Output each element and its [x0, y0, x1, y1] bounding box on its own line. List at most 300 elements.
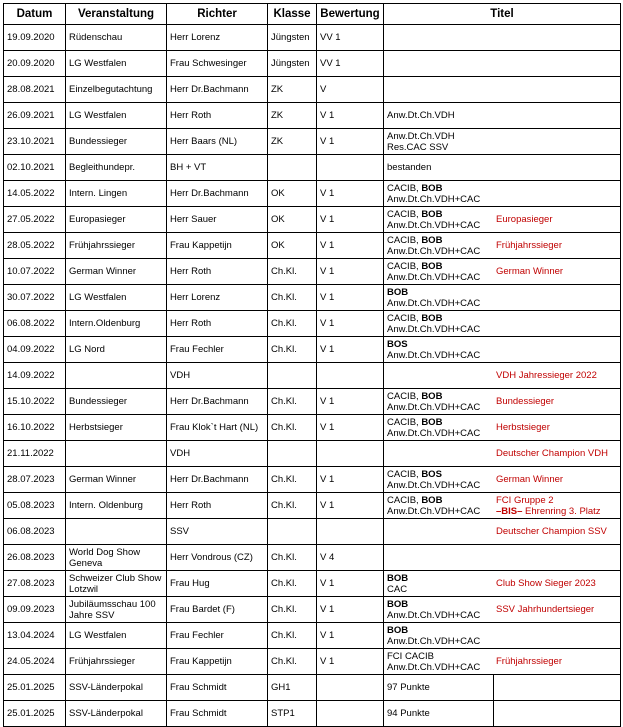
titel-text: CACIB, [387, 260, 422, 272]
cell-titel [384, 363, 621, 389]
table-row [4, 311, 621, 337]
cell-bewertung: VV 1 [317, 51, 384, 77]
cell-richter: Frau Fechler [167, 623, 268, 649]
cell-richter: Frau Kappetijn [167, 649, 268, 675]
cell-datum: 30.07.2022 [4, 285, 66, 311]
titel-award: BOB [387, 598, 409, 610]
cell-bewertung: V 1 [317, 597, 384, 623]
titel-award: BOS [421, 468, 442, 480]
cell-bewertung [317, 675, 384, 701]
titel-main [384, 391, 493, 413]
titel-extra [493, 240, 620, 251]
cell-titel [384, 415, 621, 441]
titel-line-1 [387, 313, 493, 324]
table-row [4, 207, 621, 233]
cell-veranstaltung: LG Westfalen [66, 623, 167, 649]
titel-line-1 [387, 625, 493, 636]
cell-titel [384, 259, 621, 285]
titel-honor: Deutscher Champion VDH [496, 448, 608, 459]
table-row [4, 103, 621, 129]
cell-klasse: GH1 [268, 675, 317, 701]
cell-veranstaltung [66, 441, 167, 467]
cell-titel [384, 155, 621, 181]
table-row [4, 545, 621, 571]
cell-klasse: Jüngsten [268, 25, 317, 51]
titel-line-1 [387, 682, 430, 693]
titel-main [384, 287, 493, 309]
cell-bewertung [317, 363, 384, 389]
cell-richter: Frau Hug [167, 571, 268, 597]
cell-titel [384, 571, 621, 597]
titel-main [384, 209, 493, 231]
titel-main [384, 183, 493, 205]
cell-veranstaltung: SSV-Länderpokal [66, 675, 167, 701]
titel-line-2: Anw.Dt.Ch.VDH+CAC [387, 349, 481, 361]
titel-extra [493, 495, 620, 517]
cell-klasse: Ch.Kl. [268, 389, 317, 415]
table-row [4, 285, 621, 311]
cell-datum: 21.11.2022 [4, 441, 66, 467]
titel-award: BOB [421, 494, 443, 506]
titel-line-1 [387, 110, 493, 121]
cell-klasse: Ch.Kl. [268, 467, 317, 493]
cell-datum: 25.01.2025 [4, 701, 66, 727]
cell-veranstaltung: Intern. Lingen [66, 181, 167, 207]
titel-line-2: Anw.Dt.Ch.VDH+CAC [387, 661, 481, 673]
titel-line-1 [387, 417, 493, 428]
titel-line-2: Anw.Dt.Ch.VDH+CAC [387, 245, 481, 257]
cell-bewertung: V 1 [317, 337, 384, 363]
titel-main [384, 339, 493, 361]
cell-veranstaltung: Rüdenschau [66, 25, 167, 51]
cell-datum: 14.09.2022 [4, 363, 66, 389]
cell-bewertung: V 1 [317, 415, 384, 441]
cell-datum: 25.01.2025 [4, 675, 66, 701]
titel-honor: VDH Jahressieger 2022 [496, 370, 597, 381]
cell-datum: 23.10.2021 [4, 129, 66, 155]
titel-award: BOB [421, 390, 443, 402]
cell-titel [384, 337, 621, 363]
cell-klasse [268, 519, 317, 545]
cell-richter: Frau Klok`t Hart (NL) [167, 415, 268, 441]
cell-klasse: OK [268, 181, 317, 207]
titel-award: BOB [387, 624, 409, 636]
cell-veranstaltung: Frühjahrssieger [66, 649, 167, 675]
titel-honor: Club Show Sieger 2023 [496, 578, 596, 589]
titel-main [384, 261, 493, 283]
cell-bewertung: V 1 [317, 285, 384, 311]
titel-line-2: Anw.Dt.Ch.VDH+CAC [387, 323, 481, 335]
cell-bewertung: V 1 [317, 649, 384, 675]
titel-main [384, 469, 493, 491]
titel-text: CACIB, [387, 416, 422, 428]
cell-richter: Frau Schmidt [167, 675, 268, 701]
titel-main [384, 313, 493, 335]
titel-main [384, 495, 493, 517]
titel-extra [493, 266, 620, 277]
cell-titel [384, 103, 621, 129]
titel-award: BOB [387, 286, 409, 298]
cell-bewertung: V 1 [317, 207, 384, 233]
titel-award: BOB [421, 416, 443, 428]
cell-bewertung: V 1 [317, 467, 384, 493]
header-titel: Titel [384, 4, 621, 25]
titel-honor: Deutscher Champion SSV [496, 526, 607, 537]
cell-veranstaltung: Schweizer Club Show Lotzwil [66, 571, 167, 597]
titel-text: 97 Punkte [387, 682, 430, 693]
cell-titel [384, 467, 621, 493]
cell-bewertung [317, 155, 384, 181]
cell-titel [384, 545, 621, 571]
titel-main [384, 651, 493, 673]
titel-text: CACIB, [387, 312, 422, 324]
cell-richter: Herr Vondrous (CZ) [167, 545, 268, 571]
titel-main [384, 701, 494, 726]
titel-text: 94 Punkte [387, 708, 430, 719]
table-row [4, 623, 621, 649]
titel-line-1 [387, 183, 493, 194]
cell-richter: Herr Baars (NL) [167, 129, 268, 155]
titel-line-2: CAC [387, 583, 408, 595]
titel-text: CACIB, [387, 468, 422, 480]
titel-text: bestanden [387, 162, 432, 173]
cell-datum: 28.05.2022 [4, 233, 66, 259]
cell-datum: 10.07.2022 [4, 259, 66, 285]
cell-datum: 15.10.2022 [4, 389, 66, 415]
cell-richter: VDH [167, 441, 268, 467]
titel-award: BOB [421, 234, 443, 246]
table-row [4, 337, 621, 363]
cell-richter: Frau Schmidt [167, 701, 268, 727]
header-klasse: Klasse [268, 4, 317, 25]
table-row [4, 51, 621, 77]
cell-bewertung: V 1 [317, 623, 384, 649]
titel-extra [493, 578, 620, 589]
titel-line-1 [387, 651, 493, 662]
cell-titel [384, 311, 621, 337]
cell-titel [384, 129, 621, 155]
cell-datum: 28.07.2023 [4, 467, 66, 493]
titel-line-1 [387, 599, 493, 610]
table-row [4, 389, 621, 415]
titel-bis: –BIS– [496, 505, 523, 517]
cell-richter: Herr Dr.Bachmann [167, 467, 268, 493]
cell-datum: 02.10.2021 [4, 155, 66, 181]
titel-line-2: Anw.Dt.Ch.VDH+CAC [387, 609, 481, 621]
cell-veranstaltung: Intern.Oldenburg [66, 311, 167, 337]
cell-datum: 05.08.2023 [4, 493, 66, 519]
titel-honor: Frühjahrssieger [496, 240, 562, 251]
cell-veranstaltung: World Dog Show Geneva [66, 545, 167, 571]
titel-text: CACIB, [387, 494, 422, 506]
cell-veranstaltung: LG Westfalen [66, 51, 167, 77]
titel-text: CACIB, [387, 208, 422, 220]
cell-klasse: Ch.Kl. [268, 493, 317, 519]
cell-klasse: Ch.Kl. [268, 285, 317, 311]
titel-main [384, 235, 493, 257]
cell-datum: 28.08.2021 [4, 77, 66, 103]
cell-klasse: Ch.Kl. [268, 623, 317, 649]
cell-titel [384, 623, 621, 649]
cell-bewertung [317, 519, 384, 545]
titel-line-2: Anw.Dt.Ch.VDH+CAC [387, 297, 481, 309]
titel-line-1 [387, 339, 493, 350]
table-row [4, 25, 621, 51]
cell-bewertung: V 1 [317, 311, 384, 337]
cell-datum: 16.10.2022 [4, 415, 66, 441]
cell-titel [384, 233, 621, 259]
cell-richter: Herr Roth [167, 311, 268, 337]
cell-bewertung: VV 1 [317, 25, 384, 51]
titel-extra [493, 526, 620, 537]
cell-veranstaltung: Europasieger [66, 207, 167, 233]
cell-klasse: ZK [268, 103, 317, 129]
cell-titel [384, 701, 621, 727]
titel-text: FCI CACIB [387, 650, 434, 662]
cell-richter: VDH [167, 363, 268, 389]
cell-bewertung: V 1 [317, 389, 384, 415]
titel-main [384, 573, 493, 595]
cell-klasse: STP1 [268, 701, 317, 727]
titel-extra [493, 474, 620, 485]
titel-line-2: Anw.Dt.Ch.VDH+CAC [387, 479, 481, 491]
cell-datum: 26.08.2023 [4, 545, 66, 571]
cell-datum: 04.09.2022 [4, 337, 66, 363]
titel-honor: Herbstsieger [496, 422, 550, 433]
table-row [4, 675, 621, 701]
titel-line-1 [387, 261, 493, 272]
titel-ehrenring: Ehrenring 3. Platz [525, 505, 601, 517]
cell-bewertung [317, 441, 384, 467]
table-row [4, 233, 621, 259]
table-row [4, 415, 621, 441]
titel-text: CACIB, [387, 234, 422, 246]
titel-extra [493, 422, 620, 433]
cell-bewertung: V 1 [317, 181, 384, 207]
table-row [4, 363, 621, 389]
cell-titel [384, 519, 621, 545]
table-row [4, 493, 621, 519]
titel-honor: FCI Gruppe 2 [496, 494, 554, 506]
titel-award: BOB [421, 182, 443, 194]
titel-line-1 [387, 573, 493, 584]
header-bewertung: Bewertung [317, 4, 384, 25]
cell-klasse: OK [268, 233, 317, 259]
cell-richter: Herr Sauer [167, 207, 268, 233]
titel-honor: SSV Jahrhundertsieger [496, 604, 595, 615]
cell-datum: 24.05.2024 [4, 649, 66, 675]
header-datum: Datum [4, 4, 66, 25]
cell-veranstaltung: German Winner [66, 259, 167, 285]
titel-extra [493, 370, 620, 381]
cell-richter: Frau Fechler [167, 337, 268, 363]
titel-honor: Europasieger [496, 214, 553, 225]
cell-veranstaltung: German Winner [66, 467, 167, 493]
cell-richter: Herr Roth [167, 259, 268, 285]
titel-line-1 [387, 162, 493, 173]
titel-line-1 [387, 391, 493, 402]
titel-text: Anw.Dt.Ch.VDH [387, 130, 455, 142]
table-row [4, 77, 621, 103]
header-veranstaltung: Veranstaltung [66, 4, 167, 25]
cell-bewertung: V 1 [317, 103, 384, 129]
titel-line-1 [387, 495, 493, 506]
titel-line-1 [387, 235, 493, 246]
titel-line-2: Res.CAC SSV [387, 141, 449, 153]
cell-titel [384, 51, 621, 77]
titel-line-2: Anw.Dt.Ch.VDH+CAC [387, 271, 481, 283]
cell-klasse: Ch.Kl. [268, 545, 317, 571]
cell-richter: Herr Dr.Bachmann [167, 181, 268, 207]
table-row [4, 155, 621, 181]
table-row [4, 519, 621, 545]
cell-datum: 20.09.2020 [4, 51, 66, 77]
cell-veranstaltung [66, 363, 167, 389]
cell-bewertung: V 1 [317, 571, 384, 597]
cell-titel [384, 285, 621, 311]
cell-veranstaltung: Bundessieger [66, 389, 167, 415]
cell-bewertung [317, 701, 384, 727]
results-table [3, 3, 621, 727]
cell-titel [384, 441, 621, 467]
cell-klasse: Ch.Kl. [268, 311, 317, 337]
cell-klasse: Ch.Kl. [268, 415, 317, 441]
cell-bewertung: V 1 [317, 233, 384, 259]
titel-extra [493, 396, 620, 407]
titel-main [384, 162, 493, 173]
cell-veranstaltung: SSV-Länderpokal [66, 701, 167, 727]
titel-line-1 [387, 209, 493, 220]
cell-klasse: ZK [268, 77, 317, 103]
table-row [4, 441, 621, 467]
cell-richter: Herr Roth [167, 103, 268, 129]
titel-line-2: Anw.Dt.Ch.VDH+CAC [387, 427, 481, 439]
cell-datum: 09.09.2023 [4, 597, 66, 623]
cell-richter: SSV [167, 519, 268, 545]
cell-klasse [268, 441, 317, 467]
cell-datum: 27.08.2023 [4, 571, 66, 597]
cell-titel [384, 207, 621, 233]
cell-datum: 06.08.2022 [4, 311, 66, 337]
cell-bewertung: V 4 [317, 545, 384, 571]
table-row [4, 597, 621, 623]
cell-titel [384, 649, 621, 675]
cell-richter: Frau Kappetijn [167, 233, 268, 259]
titel-text: Anw.Dt.Ch.VDH [387, 110, 455, 121]
cell-titel [384, 389, 621, 415]
titel-extra [493, 604, 620, 615]
cell-veranstaltung: Einzelbegutachtung [66, 77, 167, 103]
titel-honor: German Winner [496, 474, 564, 485]
cell-datum: 06.08.2023 [4, 519, 66, 545]
cell-datum: 27.05.2022 [4, 207, 66, 233]
table-row [4, 129, 621, 155]
titel-award: BOB [387, 572, 409, 584]
cell-klasse: Ch.Kl. [268, 337, 317, 363]
titel-award: BOS [387, 338, 408, 350]
cell-klasse [268, 155, 317, 181]
cell-veranstaltung [66, 519, 167, 545]
titel-main [384, 417, 493, 439]
cell-bewertung: V 1 [317, 129, 384, 155]
table-row [4, 467, 621, 493]
titel-honor: German Winner [496, 266, 564, 277]
cell-veranstaltung: Bundessieger [66, 129, 167, 155]
cell-titel [384, 675, 621, 701]
titel-line-2: Anw.Dt.Ch.VDH+CAC [387, 219, 481, 231]
cell-richter: Herr Roth [167, 493, 268, 519]
table-row [4, 649, 621, 675]
titel-main [384, 675, 494, 700]
titel-main [384, 110, 493, 121]
cell-veranstaltung: Intern. Oldenburg [66, 493, 167, 519]
titel-honor: Frühjahrssieger [496, 656, 562, 667]
cell-datum: 19.09.2020 [4, 25, 66, 51]
titel-line-2: Anw.Dt.Ch.VDH+CAC [387, 635, 481, 647]
cell-klasse: Ch.Kl. [268, 649, 317, 675]
cell-veranstaltung: Herbstsieger [66, 415, 167, 441]
titel-line-2: Anw.Dt.Ch.VDH+CAC [387, 193, 481, 205]
titel-line-1 [387, 469, 493, 480]
cell-veranstaltung: LG Westfalen [66, 285, 167, 311]
titel-line-2: Anw.Dt.Ch.VDH+CAC [387, 401, 481, 413]
titel-main [384, 599, 493, 621]
cell-richter: Frau Bardet (F) [167, 597, 268, 623]
cell-klasse: Jüngsten [268, 51, 317, 77]
titel-main [384, 131, 493, 153]
cell-datum: 26.09.2021 [4, 103, 66, 129]
cell-datum: 14.05.2022 [4, 181, 66, 207]
cell-bewertung: V [317, 77, 384, 103]
cell-titel [384, 77, 621, 103]
cell-klasse: Ch.Kl. [268, 571, 317, 597]
titel-extra [493, 214, 620, 225]
cell-titel [384, 25, 621, 51]
cell-veranstaltung: LG Nord [66, 337, 167, 363]
titel-extra [493, 656, 620, 667]
titel-honor-2 [496, 506, 620, 517]
cell-bewertung: V 1 [317, 259, 384, 285]
titel-text: CACIB, [387, 182, 422, 194]
cell-veranstaltung: Frühjahrssieger [66, 233, 167, 259]
cell-richter: Herr Dr.Bachmann [167, 77, 268, 103]
cell-klasse: Ch.Kl. [268, 597, 317, 623]
titel-main [384, 625, 493, 647]
table-row [4, 181, 621, 207]
cell-klasse: Ch.Kl. [268, 259, 317, 285]
cell-datum: 13.04.2024 [4, 623, 66, 649]
titel-extra [493, 448, 620, 459]
cell-titel [384, 597, 621, 623]
table-row [4, 701, 621, 727]
titel-award: BOB [421, 260, 443, 272]
cell-richter: Herr Lorenz [167, 285, 268, 311]
cell-veranstaltung: LG Westfalen [66, 103, 167, 129]
titel-line-1 [387, 287, 493, 298]
cell-klasse [268, 363, 317, 389]
cell-titel [384, 181, 621, 207]
titel-text: CACIB, [387, 390, 422, 402]
cell-veranstaltung: Begleithundepr. [66, 155, 167, 181]
titel-line-2: Anw.Dt.Ch.VDH+CAC [387, 505, 481, 517]
titel-line-1 [387, 708, 430, 719]
cell-veranstaltung: Jubiläumsschau 100 Jahre SSV [66, 597, 167, 623]
cell-bewertung: V 1 [317, 493, 384, 519]
header-row [4, 4, 621, 25]
cell-titel [384, 493, 621, 519]
cell-klasse: OK [268, 207, 317, 233]
table-row [4, 259, 621, 285]
